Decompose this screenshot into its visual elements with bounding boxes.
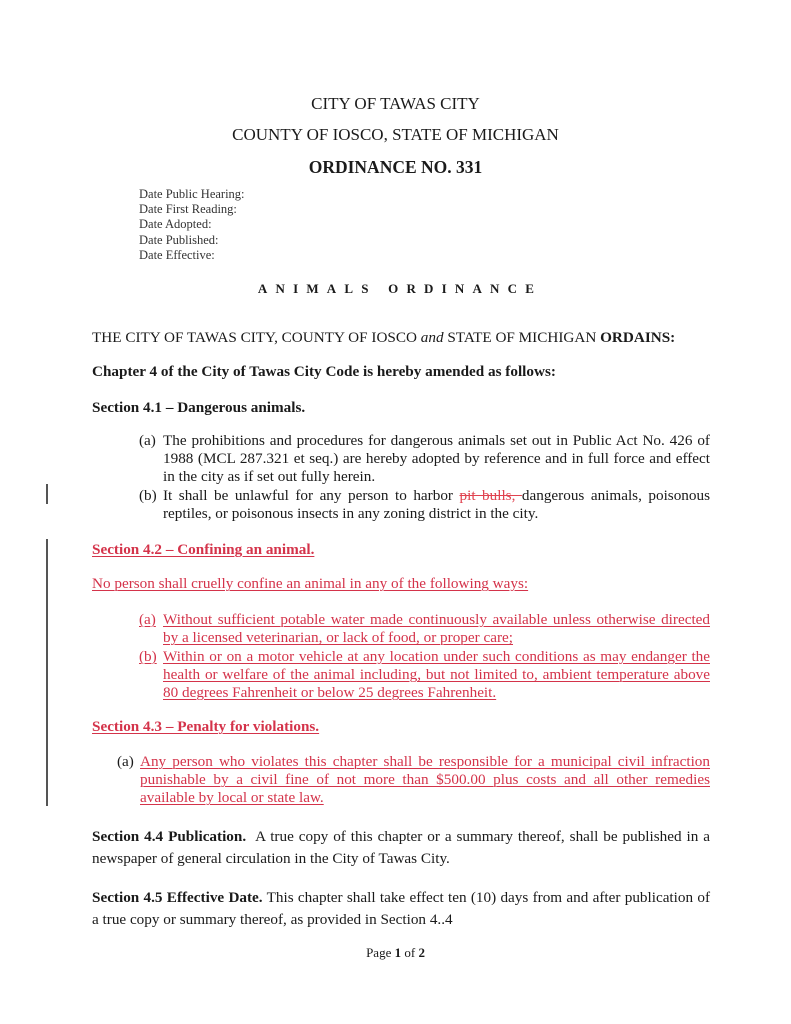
- date-first-reading: Date First Reading:: [139, 202, 237, 217]
- change-bar: [46, 484, 48, 504]
- item-label: (b): [139, 648, 157, 665]
- section-4-5-heading: Section 4.5 Effective Date.: [92, 889, 263, 906]
- item-text: Any person who violates this chapter shall be responsible for a municipal civil infraction punishable by a civil fine of not more than $500.00 plus costs and all other remedies available by local or state law.: [140, 753, 710, 806]
- item-text: Without sufficient potable water made continuously available unless otherwise directed by a licensed veterinarian, or lack of food, or proper care;: [163, 611, 710, 646]
- section-4-1-item-b: [139, 487, 710, 523]
- item-label: (a): [139, 432, 156, 449]
- ordains-part2: STATE OF MICHIGAN: [443, 329, 601, 346]
- ordains-and: and: [420, 329, 444, 346]
- date-adopted: Date Adopted:: [139, 217, 212, 232]
- ordains-line: [92, 329, 675, 347]
- section-4-5-text: This chapter shall take effect ten (10) days from and after publication of a true copy or summary thereof, as provided in Section 4..4: [92, 889, 710, 928]
- of-word: of: [401, 945, 419, 960]
- section-4-4-heading: Section 4.4 Publication.: [92, 828, 247, 845]
- dates-block: [139, 187, 245, 263]
- section-4-3-heading: Section 4.3 – Penalty for violations.: [92, 718, 320, 735]
- date-published: Date Published:: [139, 232, 219, 247]
- date-effective: Date Effective:: [139, 247, 215, 262]
- item-text: [163, 487, 710, 523]
- section-4-4-text: A true copy of this chapter or a summary thereof, shall be published in a newspaper of general circulation in the City of Tawas City.: [92, 828, 714, 867]
- ordinance-title: ANIMALS ORDINANCE: [257, 281, 543, 296]
- date-public-hearing: Date Public Hearing:: [139, 187, 245, 201]
- section-4-2-heading: Section 4.2 – Confining an animal.: [92, 541, 315, 558]
- item-label: (a): [139, 611, 156, 628]
- text-before: It shall be unlawful for any person to harbor: [163, 487, 460, 504]
- item-label: (a): [117, 753, 134, 770]
- item-label: (b): [139, 487, 157, 504]
- current-page: 1: [394, 945, 402, 960]
- text-after: dangerous animals, poisonous reptiles, or poisonous insects in any zoning district in the city.: [163, 487, 710, 522]
- section-4-5: [92, 887, 710, 931]
- section-4-1-item-a: [139, 432, 710, 486]
- section-4-4: [92, 826, 714, 870]
- city-heading: CITY OF TAWAS CITY: [311, 94, 480, 113]
- item-text: Within or on a motor vehicle at any location under such conditions as may endanger the health or welfare of the animal including, but not limited to, ambient temperature above 80 degrees Fahrenheit or below 25 degrees Fahrenheit.: [163, 648, 710, 701]
- ordinance-number: ORDINANCE NO. 331: [308, 157, 483, 177]
- county-state-heading: COUNTY OF IOSCO, STATE OF MICHIGAN: [232, 125, 559, 144]
- total-pages: 2: [418, 945, 425, 960]
- item-text: The prohibitions and procedures for dangerous animals set out in Public Act No. 426 of 1988 (MCL 287.321 et seq.) are hereby adopted by reference and in full force and effect in the city as if set out fully herein.: [163, 432, 710, 485]
- change-bar: [46, 539, 48, 806]
- ordains-part1: THE CITY OF TAWAS CITY, COUNTY OF IOSCO: [92, 329, 421, 346]
- ordains-bold: ORDAINS:: [600, 329, 676, 346]
- section-4-1-heading: Section 4.1 – Dangerous animals.: [92, 399, 306, 416]
- page-footer: [0, 945, 791, 961]
- page-word: Page: [366, 945, 395, 960]
- chapter-amendment-line: Chapter 4 of the City of Tawas City Code is hereby amended as follows:: [92, 363, 556, 380]
- deleted-text: pit bulls,: [459, 487, 522, 504]
- section-4-3-item-a: [117, 753, 710, 807]
- section-4-2-item-b: [139, 648, 710, 702]
- section-4-2-item-a: [139, 611, 710, 647]
- section-4-2-intro: No person shall cruelly confine an animal in any of the following ways:: [92, 575, 529, 592]
